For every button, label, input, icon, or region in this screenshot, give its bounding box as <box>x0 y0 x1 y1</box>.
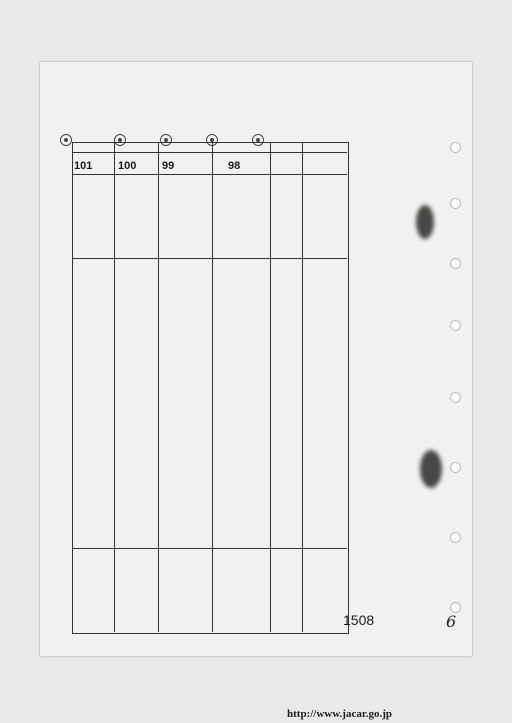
page-number: 1508 <box>343 612 375 628</box>
handwritten-number: 6 <box>446 612 457 631</box>
row-number: 98 <box>228 160 241 172</box>
table-divider <box>212 142 213 632</box>
table-divider <box>270 142 271 632</box>
margin-punch-hole <box>450 142 461 153</box>
margin-punch-hole <box>450 532 461 543</box>
ink-smudge <box>420 450 442 488</box>
archive-url[interactable]: http://www.jacar.go.jp <box>287 708 393 720</box>
punch-hole-icon <box>252 134 264 146</box>
table-divider <box>114 142 115 632</box>
margin-punch-hole <box>450 198 461 209</box>
table-divider <box>72 174 347 175</box>
row-number: 101 <box>74 160 93 172</box>
ink-smudge <box>416 205 434 239</box>
margin-punch-hole <box>450 392 461 403</box>
punch-hole-icon <box>60 134 72 146</box>
row-number: 99 <box>162 160 175 172</box>
punch-hole-icon <box>160 134 172 146</box>
table-divider <box>158 142 159 632</box>
margin-punch-hole <box>450 462 461 473</box>
table-divider <box>72 258 347 259</box>
punch-hole-icon <box>206 134 218 146</box>
margin-punch-hole <box>450 320 461 331</box>
table-divider <box>72 548 347 549</box>
margin-punch-hole <box>450 258 461 269</box>
row-number: 100 <box>118 160 137 172</box>
table-divider <box>302 142 303 632</box>
punch-hole-icon <box>114 134 126 146</box>
table-divider <box>72 152 347 153</box>
